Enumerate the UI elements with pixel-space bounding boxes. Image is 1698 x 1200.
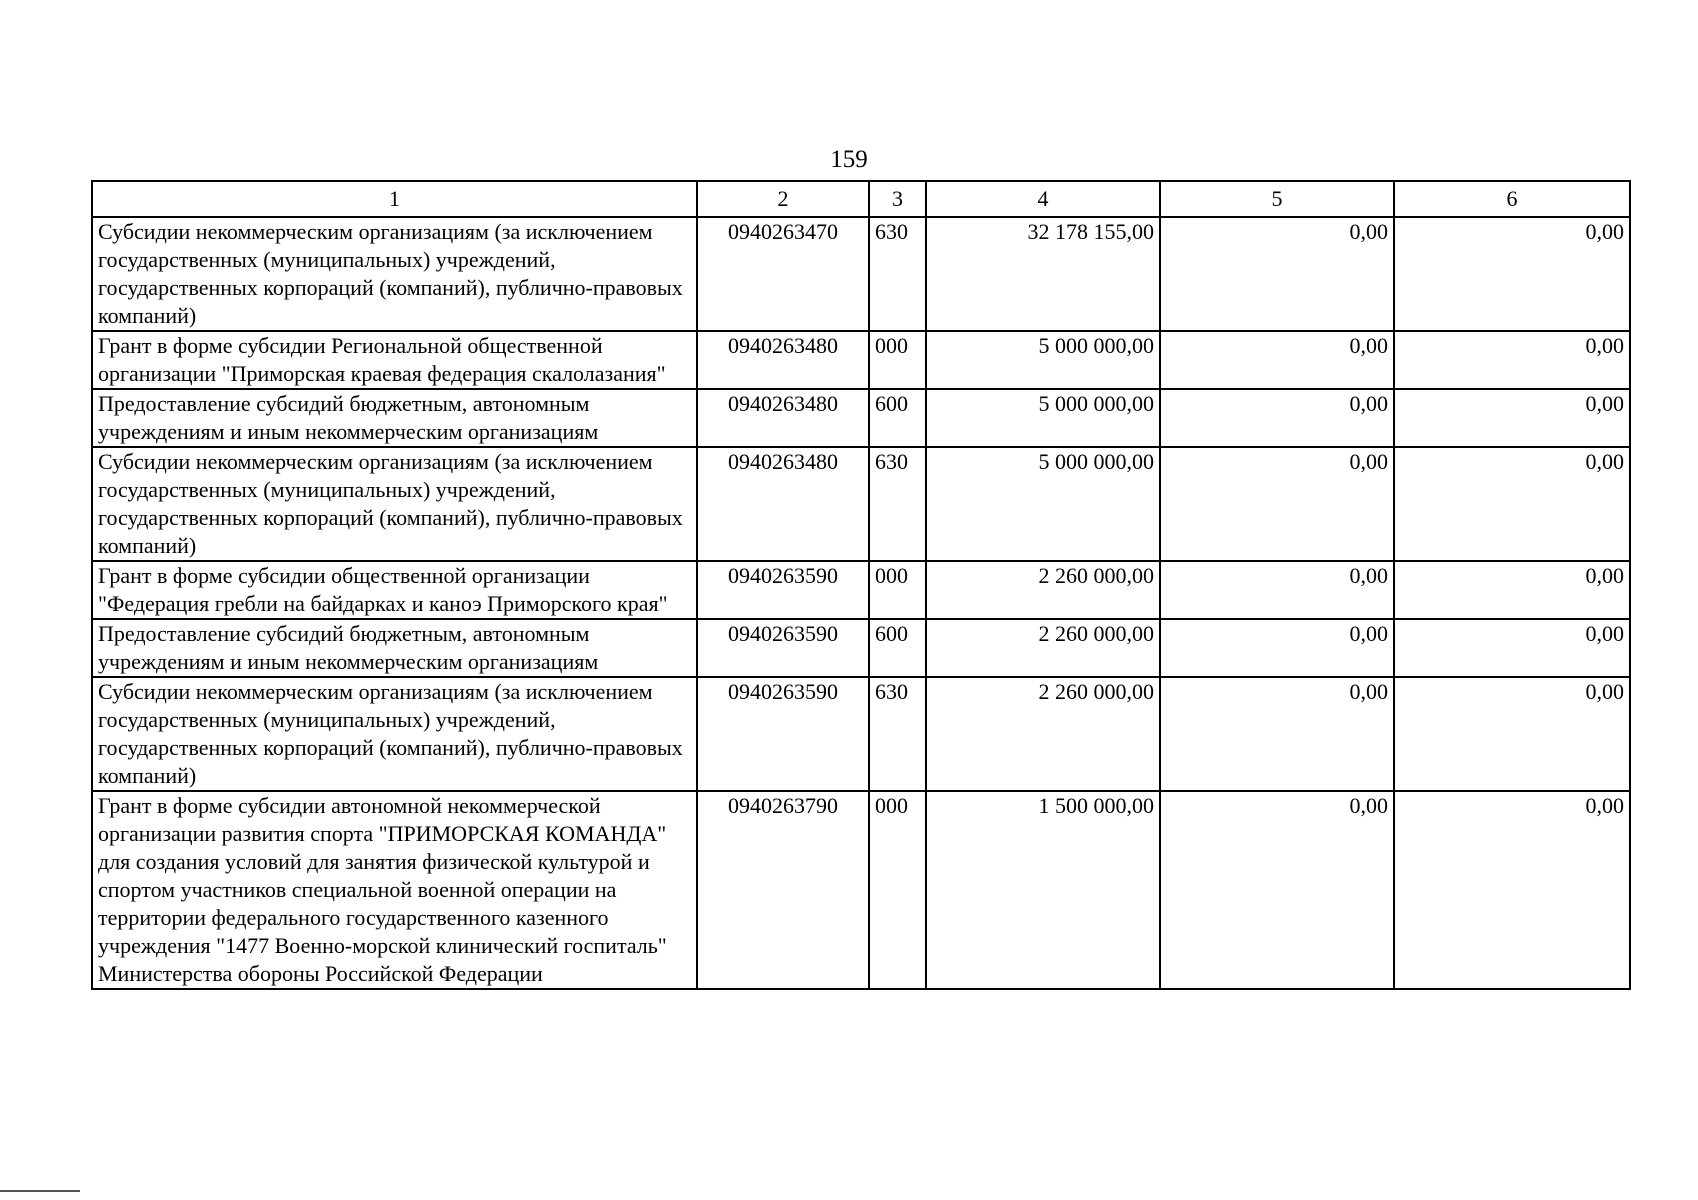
row-target-code: 0940263590 — [697, 619, 869, 677]
row-amount-col4: 5 000 000,00 — [926, 331, 1160, 389]
row-amount-col6: 0,00 — [1394, 561, 1630, 619]
row-amount-col4: 32 178 155,00 — [926, 217, 1160, 331]
header-col-2: 2 — [697, 181, 869, 217]
row-amount-col6: 0,00 — [1394, 331, 1630, 389]
header-col-6: 6 — [1394, 181, 1630, 217]
header-col-1: 1 — [92, 181, 697, 217]
budget-table — [91, 180, 1631, 990]
table-row — [92, 619, 1630, 677]
row-expense-kind: 630 — [869, 447, 926, 561]
table-row — [92, 331, 1630, 389]
row-expense-kind: 630 — [869, 217, 926, 331]
header-row — [92, 181, 1630, 217]
row-name: Грант в форме субсидии Региональной общественной организации "Приморская краевая федерация скалолазания" — [92, 331, 697, 389]
row-expense-kind: 000 — [869, 561, 926, 619]
row-amount-col5: 0,00 — [1160, 791, 1394, 989]
row-expense-kind: 000 — [869, 791, 926, 989]
page-number: 159 — [830, 146, 868, 173]
row-amount-col6: 0,00 — [1394, 619, 1630, 677]
row-target-code: 0940263590 — [697, 677, 869, 791]
table-row — [92, 561, 1630, 619]
row-name: Субсидии некоммерческим организациям (за исключением государственных (муниципальных) учреждений, государственных корпораций (компаний), публично-правовых компаний) — [92, 217, 697, 331]
row-amount-col6: 0,00 — [1394, 389, 1630, 447]
table-row — [92, 389, 1630, 447]
row-name: Грант в форме субсидии общественной организации "Федерация гребли на байдарках и каноэ Приморского края" — [92, 561, 697, 619]
table-row — [92, 677, 1630, 791]
row-amount-col6: 0,00 — [1394, 791, 1630, 989]
row-name: Предоставление субсидий бюджетным, автономным учреждениям и иным некоммерческим организациям — [92, 389, 697, 447]
row-target-code: 0940263480 — [697, 447, 869, 561]
table-row — [92, 217, 1630, 331]
row-amount-col5: 0,00 — [1160, 561, 1394, 619]
row-amount-col6: 0,00 — [1394, 447, 1630, 561]
row-target-code: 0940263790 — [697, 791, 869, 989]
row-expense-kind: 000 — [869, 331, 926, 389]
row-amount-col6: 0,00 — [1394, 677, 1630, 791]
row-amount-col4: 2 260 000,00 — [926, 619, 1160, 677]
row-amount-col5: 0,00 — [1160, 619, 1394, 677]
row-amount-col4: 2 260 000,00 — [926, 561, 1160, 619]
row-name: Субсидии некоммерческим организациям (за исключением государственных (муниципальных) учреждений, государственных корпораций (компаний), публично-правовых компаний) — [92, 677, 697, 791]
row-amount-col4: 1 500 000,00 — [926, 791, 1160, 989]
table-row — [92, 791, 1630, 989]
row-expense-kind: 630 — [869, 677, 926, 791]
row-amount-col5: 0,00 — [1160, 331, 1394, 389]
row-amount-col4: 5 000 000,00 — [926, 447, 1160, 561]
row-amount-col5: 0,00 — [1160, 389, 1394, 447]
row-amount-col4: 2 260 000,00 — [926, 677, 1160, 791]
header-col-5: 5 — [1160, 181, 1394, 217]
row-target-code: 0940263590 — [697, 561, 869, 619]
row-amount-col5: 0,00 — [1160, 447, 1394, 561]
row-amount-col6: 0,00 — [1394, 217, 1630, 331]
row-name: Предоставление субсидий бюджетным, автономным учреждениям и иным некоммерческим организациям — [92, 619, 697, 677]
scan-edge-mark — [0, 1190, 80, 1192]
row-target-code: 0940263470 — [697, 217, 869, 331]
row-expense-kind: 600 — [869, 389, 926, 447]
header-col-3: 3 — [869, 181, 926, 217]
row-target-code: 0940263480 — [697, 389, 869, 447]
row-amount-col5: 0,00 — [1160, 677, 1394, 791]
row-target-code: 0940263480 — [697, 331, 869, 389]
row-expense-kind: 600 — [869, 619, 926, 677]
table-row — [92, 447, 1630, 561]
row-amount-col5: 0,00 — [1160, 217, 1394, 331]
row-name: Субсидии некоммерческим организациям (за исключением государственных (муниципальных) учреждений, государственных корпораций (компаний), публично-правовых компаний) — [92, 447, 697, 561]
row-name: Грант в форме субсидии автономной некоммерческой организации развития спорта "ПРИМОРСКАЯ КОМАНДА" для создания условий для занятия физической культурой и спортом участников специальной военной операции на территории федерального государственного казенного учреждения "1477 Военно-морской клинический госпиталь" Министерства обороны Российской Федерации — [92, 791, 697, 989]
header-col-4: 4 — [926, 181, 1160, 217]
row-amount-col4: 5 000 000,00 — [926, 389, 1160, 447]
